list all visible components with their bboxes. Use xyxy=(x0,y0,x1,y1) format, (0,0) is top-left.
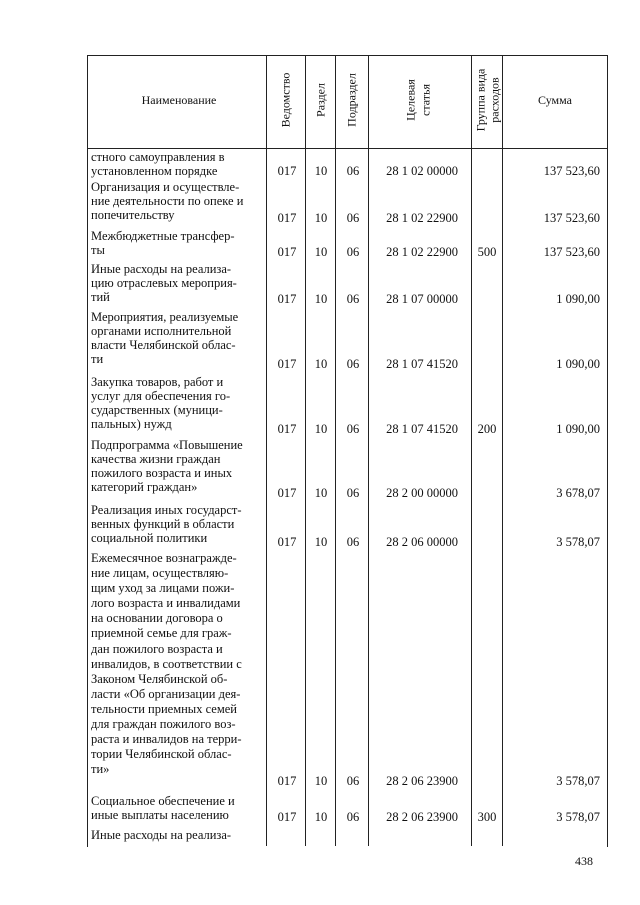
cell-podrazdel: 06 xyxy=(346,211,360,225)
cell-vedomstvo: 017 xyxy=(277,486,297,500)
cell-summa: 1 090,00 xyxy=(556,292,600,306)
cell-podrazdel: 06 xyxy=(346,774,360,788)
cell-podrazdel: 06 xyxy=(346,810,360,824)
table-row-name: Закупка товаров, работ и услуг для обеспечения го- сударственных (муници- пальных) нужд xyxy=(91,375,231,431)
cell-summa: 1 090,00 xyxy=(556,422,600,436)
table-row-name: Межбюджетные трансфер- ты xyxy=(91,229,235,257)
header-gruppa-line1: Группа вида xyxy=(473,68,488,132)
cell-vedomstvo: 017 xyxy=(277,164,297,178)
cell-summa: 1 090,00 xyxy=(556,357,600,371)
cell-gruppa: 200 xyxy=(477,422,497,436)
cell-razdel: 10 xyxy=(314,245,328,259)
cell-vedomstvo: 017 xyxy=(277,535,297,549)
cell-podrazdel: 06 xyxy=(346,164,360,178)
page-number: 438 xyxy=(575,854,593,868)
cell-razdel: 10 xyxy=(314,292,328,306)
cell-celevaya: 28 1 02 00000 xyxy=(386,164,458,178)
cell-celevaya: 28 2 06 23900 xyxy=(386,810,458,824)
table-row-name: Подпрограмма «Повышение качества жизни граждан пожилого возраста и иных категорий граждан» xyxy=(91,438,243,494)
cell-summa: 137 523,60 xyxy=(543,164,600,178)
cell-celevaya: 28 2 00 00000 xyxy=(386,486,458,500)
header-divider xyxy=(87,148,607,149)
cell-razdel: 10 xyxy=(314,164,328,178)
cell-summa: 3 578,07 xyxy=(556,774,600,788)
cell-razdel: 10 xyxy=(314,535,328,549)
column-divider xyxy=(335,55,336,846)
table-row-name: Иные расходы на реализа- xyxy=(91,828,232,842)
cell-celevaya: 28 1 02 22900 xyxy=(386,211,458,225)
table-row-name: Иные расходы на реализа- цию отраслевых мероприя- тий xyxy=(91,262,237,304)
cell-summa: 137 523,60 xyxy=(543,211,600,225)
table-row-name: Организация и осуществле- ние деятельности по опеке и попечительству xyxy=(91,180,244,222)
table-row-name: Ежемесячное вознагражде- ние лицам, осуществляю- щим уход за лицами пожи- лого возраста и инвалидами на основании договора о приемной семье для граж- дан пожилого возраста и инвалидов, в соответствии с Законом Челябинской об- ласти «Об организации дея- тельности приемных семей для граждан пожилого воз- раста и инвалидов на терри- тории Челябинской облас- ти» xyxy=(91,551,242,777)
cell-podrazdel: 06 xyxy=(346,422,360,436)
cell-razdel: 10 xyxy=(314,486,328,500)
cell-podrazdel: 06 xyxy=(346,245,360,259)
table-row-name: Реализация иных государст- венных функций в области социальной политики xyxy=(91,503,242,545)
header-celevaya-line1: Целевая xyxy=(403,79,418,121)
cell-podrazdel: 06 xyxy=(346,357,360,371)
cell-vedomstvo: 017 xyxy=(277,774,297,788)
header-gruppa-line2: расходов xyxy=(487,77,502,123)
cell-celevaya: 28 1 07 41520 xyxy=(386,357,458,371)
cell-summa: 3 678,07 xyxy=(556,486,600,500)
cell-summa: 3 578,07 xyxy=(556,535,600,549)
cell-celevaya: 28 2 06 00000 xyxy=(386,535,458,549)
cell-podrazdel: 06 xyxy=(346,486,360,500)
header-razdel: Раздел xyxy=(313,83,328,117)
cell-podrazdel: 06 xyxy=(346,292,360,306)
table-row-name: стного самоуправления в установленном порядке xyxy=(91,150,225,178)
table-row-name: Социальное обеспечение и иные выплаты населению xyxy=(91,794,235,822)
cell-razdel: 10 xyxy=(314,211,328,225)
column-divider xyxy=(305,55,306,846)
cell-razdel: 10 xyxy=(314,422,328,436)
header-celevaya-line2: статья xyxy=(418,84,433,116)
cell-razdel: 10 xyxy=(314,774,328,788)
cell-celevaya: 28 1 07 41520 xyxy=(386,422,458,436)
cell-vedomstvo: 017 xyxy=(277,810,297,824)
cell-vedomstvo: 017 xyxy=(277,211,297,225)
cell-razdel: 10 xyxy=(314,810,328,824)
header-name: Наименование xyxy=(141,93,217,107)
cell-vedomstvo: 017 xyxy=(277,422,297,436)
cell-vedomstvo: 017 xyxy=(277,245,297,259)
table-row-name: Мероприятия, реализуемые органами исполнительной власти Челябинской облас- ти xyxy=(91,310,239,366)
cell-celevaya: 28 1 02 22900 xyxy=(386,245,458,259)
column-divider xyxy=(502,55,503,846)
cell-celevaya: 28 1 07 00000 xyxy=(386,292,458,306)
cell-gruppa: 300 xyxy=(477,810,497,824)
cell-vedomstvo: 017 xyxy=(277,292,297,306)
cell-summa: 3 578,07 xyxy=(556,810,600,824)
cell-podrazdel: 06 xyxy=(346,535,360,549)
cell-summa: 137 523,60 xyxy=(543,245,600,259)
column-divider xyxy=(266,55,267,846)
header-vedomstvo: Ведомство xyxy=(278,72,293,128)
cell-gruppa: 500 xyxy=(477,245,497,259)
cell-celevaya: 28 2 06 23900 xyxy=(386,774,458,788)
column-divider xyxy=(368,55,369,846)
header-podrazdel: Подраздел xyxy=(344,73,359,127)
cell-vedomstvo: 017 xyxy=(277,357,297,371)
cell-razdel: 10 xyxy=(314,357,328,371)
header-summa: Сумма xyxy=(538,93,572,107)
